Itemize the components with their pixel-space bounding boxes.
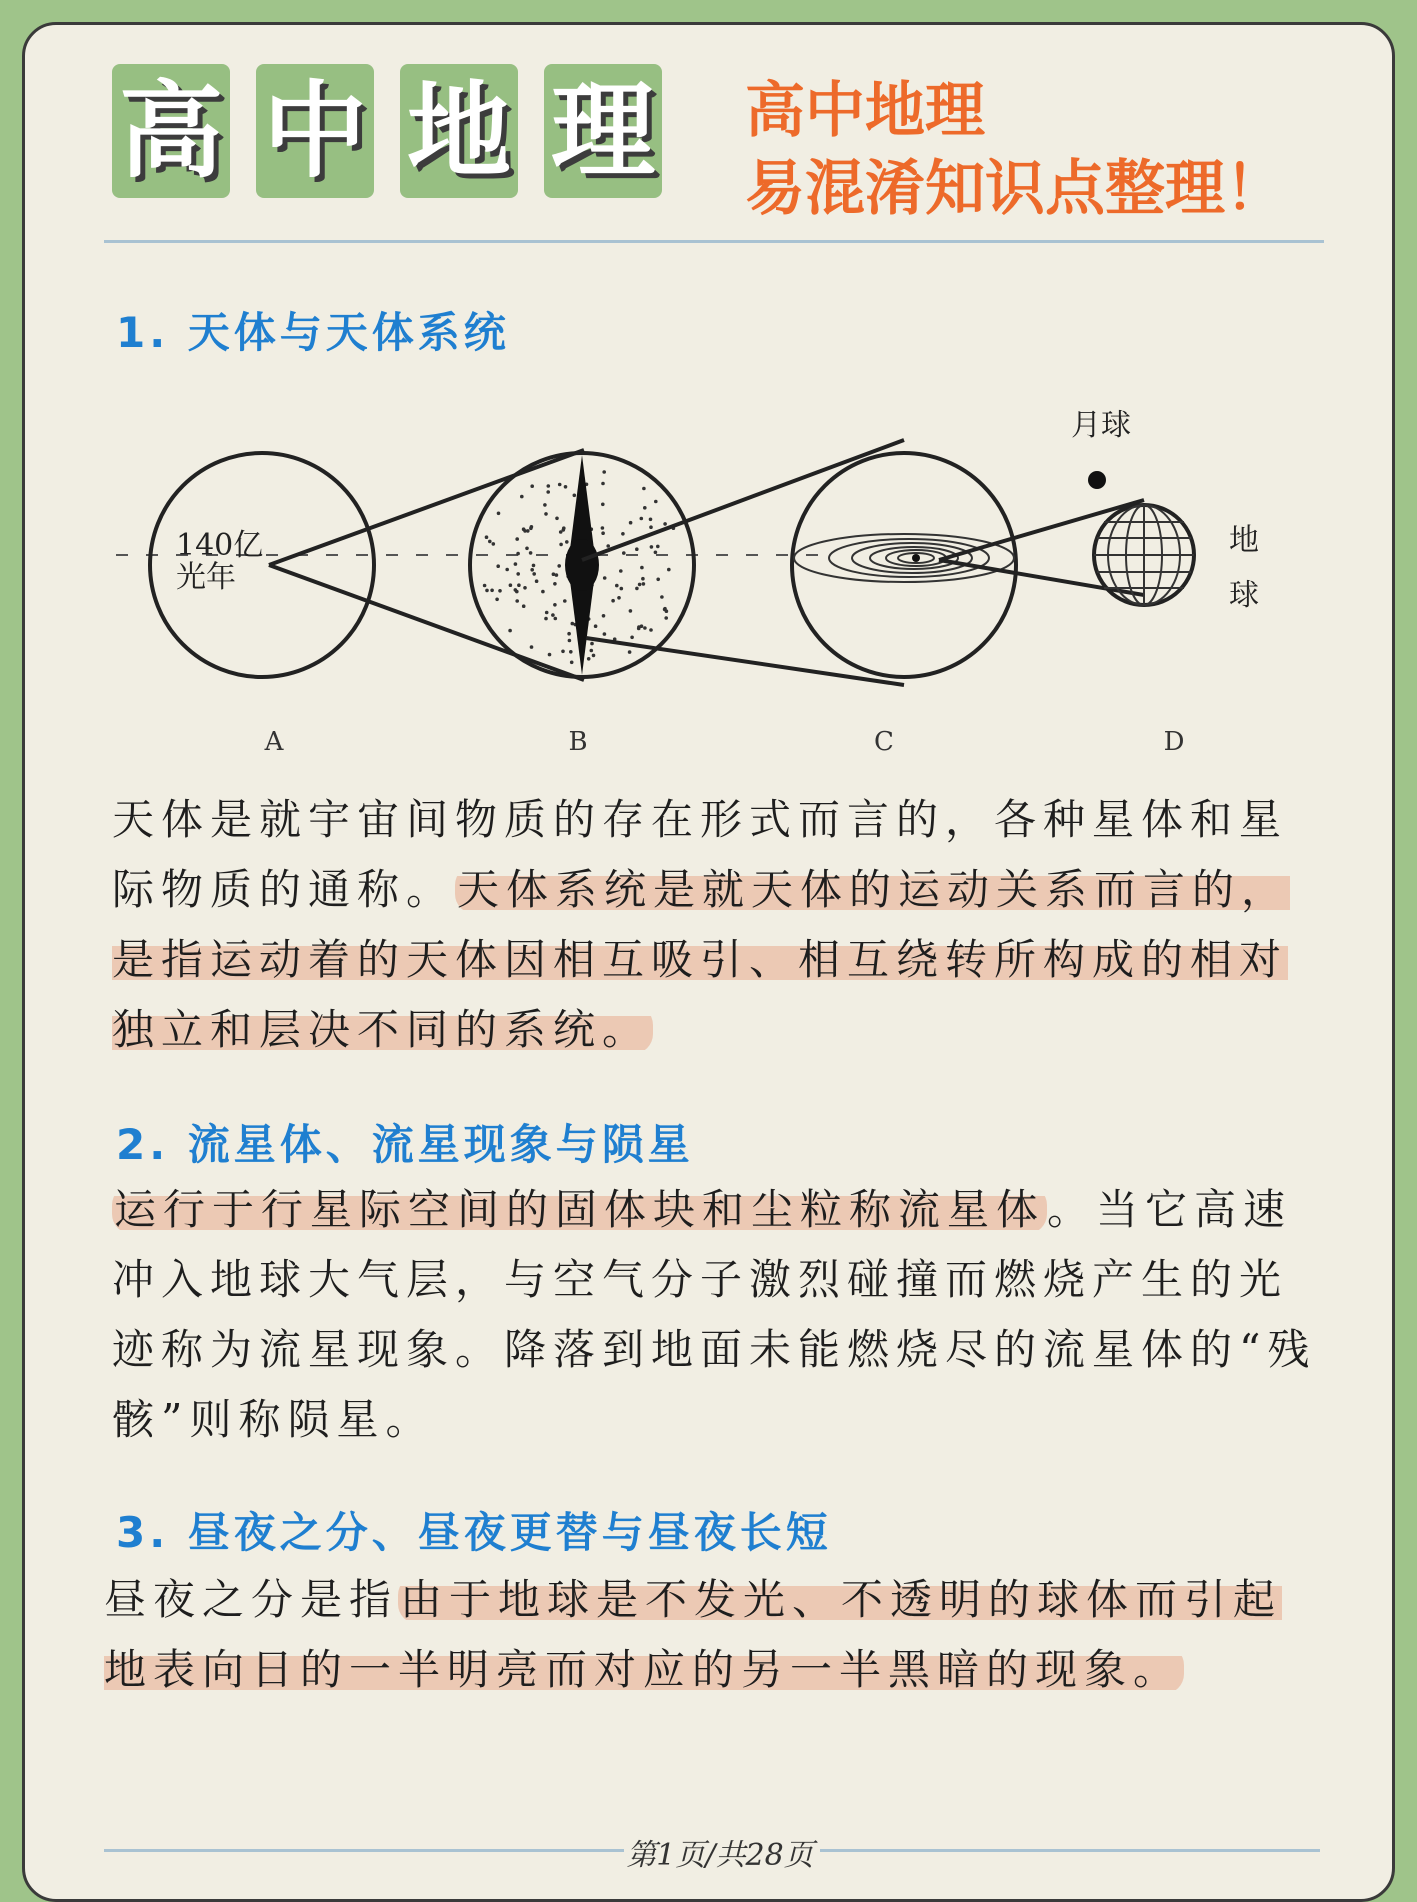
footer-line-left [104, 1849, 624, 1852]
section-3-text: 昼夜之分是指 [104, 1575, 399, 1624]
subtitle-line-1: 高中地理 [745, 76, 985, 146]
connector-b-bottom [586, 638, 904, 685]
subtitle-line-2: 易混淆知识点整理！ [745, 154, 1285, 224]
section-2-heading: 2. 流星体、流星现象与陨星 [116, 1120, 694, 1169]
title-tile-1: 高 [112, 64, 230, 198]
section-1-highlight: 天体系统是就天体的运动关系而言的，是指运动着的天体因相互吸引、相互绕转所构成的相对独立和层决不同的系统。 [112, 865, 1291, 1054]
section-1-text-1: 天体是就宇宙间物质的存在形式而言的，各种星体和星际物质的通称。 [112, 795, 1289, 914]
title-tile-4: 理 [544, 64, 662, 198]
label-a-text: 140亿 [176, 528, 264, 563]
letter-c: C [874, 727, 894, 757]
title-tile-3: 地 [400, 64, 518, 198]
earth-label-1: 地 [1229, 523, 1259, 558]
section-1-paragraph [112, 785, 1322, 1065]
section-2-text: 。当它高速冲入地球大气层，与空气分子激烈碰撞而燃烧产生的光迹称为流星现象。降落到地面未能燃烧尽的流星体的“残骸”则称陨星。 [112, 1185, 1317, 1444]
section-2-highlight: 运行于行星际空间的固体块和尘粒称流星体 [114, 1185, 1046, 1234]
section-3-highlight: 由于地球是不发光、不透明的球体而引起地表向日的一半明亮而对应的另一半黑暗的现象。 [104, 1575, 1283, 1694]
moon-label: 月球 [1071, 408, 1131, 443]
earth-globe [1094, 505, 1194, 605]
moon-dot [1088, 471, 1106, 489]
section-2-paragraph [112, 1175, 1322, 1455]
galaxy-core [565, 539, 599, 591]
label-a-text2: 光年 [176, 560, 236, 595]
section-3-paragraph [104, 1565, 1314, 1705]
letter-d: D [1163, 727, 1185, 757]
footer-line-right [820, 1849, 1320, 1852]
section-1-heading: 1. 天体与天体系统 [116, 308, 510, 357]
section-3-heading: 3. 昼夜之分、昼夜更替与昼夜长短 [116, 1508, 832, 1557]
page-indicator: 第1页/共28页 [626, 1838, 814, 1873]
subtitle [745, 72, 1385, 228]
letter-a: A [264, 727, 284, 757]
earth-label-2: 球 [1229, 578, 1259, 613]
header-divider [104, 240, 1324, 243]
celestial-system-diagram [104, 380, 1334, 760]
title-tile-2: 中 [256, 64, 374, 198]
sun-dot [912, 554, 920, 562]
letter-b: B [568, 727, 588, 757]
connector-b-top [582, 440, 904, 560]
solar-orbits [794, 534, 1014, 582]
footer [0, 1838, 1417, 1873]
